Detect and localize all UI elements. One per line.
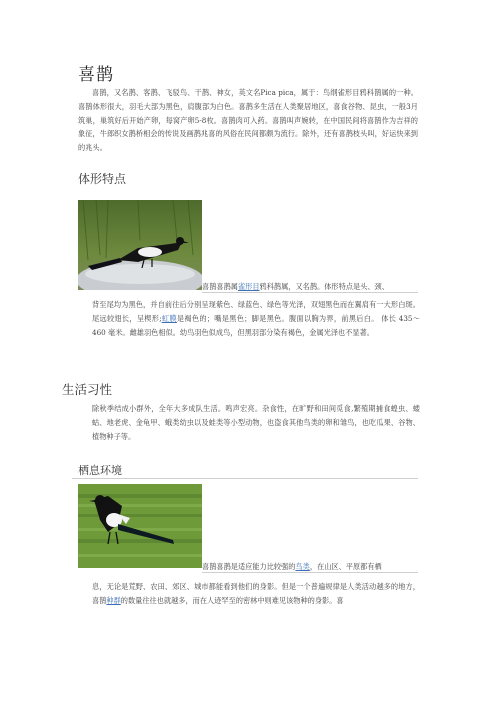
section-heading-habitat: 栖息环境 — [78, 464, 122, 477]
caption2-text-cont: ，在山区、平原都有栖 — [309, 562, 382, 571]
page-title: 喜鹊 — [78, 65, 114, 85]
magpie-on-grass-image — [78, 484, 202, 568]
caption2-divider — [202, 572, 418, 573]
link-passeriformes[interactable]: 雀形目 — [237, 282, 260, 291]
habitat-heading-divider — [72, 478, 418, 479]
habitat-text-2: 的数量往往也就越多，而在人迹罕至的密林中则难见该物种的身影。喜 — [120, 595, 344, 605]
photo2-caption — [202, 562, 382, 572]
intro-text: 喜鹊，又名鹊、客鹊、飞驳鸟、干鹊、神女，英文名Pica pica，属于：鸟纲雀形目鸦科鹊属的一种。喜鹊体形很大，羽毛大部为黑色，肩腹部为白色。喜鹊多生活在人类聚居地区，喜食谷物、昆虫，一般3月筑巢，巢筑好后开始产卵，每窝产卵5-8枚。喜鹊肉可入药。喜鹊叫声婉转，在中国民间将喜鹊作为吉祥的象征，牛郎织女鹊桥相会的传说及画鹊兆喜的风俗在民间都颇为流行。除外，还有喜鹊枝头叫，好运快来到的兆头。 — [78, 88, 418, 153]
link-iris[interactable]: 虹膜 — [161, 313, 177, 323]
habits-text: 除秋季结成小群外，全年大多成队生活。鸣声宏亮。杂食性，在旷野和田间觅食,繁殖期捕食蝗虫、蝼蛄、地老虎、金龟甲、蛾类幼虫以及蛙类等小型动物，也盗食其他鸟类的卵和雏鸟，也吃瓜果、谷物、植物种子等。 — [92, 404, 420, 441]
habits-paragraph — [92, 402, 420, 443]
caption-text-cont: 鸦科鹊属，又名鹊。体形特点是头、颈、 — [259, 282, 389, 291]
habitat-text-1: 息，无论是荒野、农田、郊区、城市都能看到他们的身影。但是一个普遍规律是人类活动越多的地方，喜鹊 — [92, 582, 420, 605]
magpie-on-rock-image — [78, 200, 202, 290]
caption-text: 喜鹊喜鹊属 — [202, 282, 238, 291]
features-text-1: 背至尾均为黑色，并自前往后分别呈现紫色、绿蓝色、绿色等光泽，双翅黑色而在翼肩有一大形白斑。尾远较翅长，呈楔形; — [92, 300, 420, 323]
habitat-paragraph — [92, 580, 420, 608]
link-population[interactable]: 种群 — [106, 595, 121, 605]
magpie-on-rock-photo — [78, 200, 202, 290]
link-birds[interactable]: 鸟类 — [295, 562, 310, 571]
section-heading-habits: 生活习性 — [62, 382, 113, 397]
caption2-text: 喜鹊喜鹊是适应能力比较强的 — [202, 562, 296, 571]
intro-paragraph — [78, 86, 418, 155]
section-heading-body-features: 体形特点 — [78, 172, 127, 186]
photo1-caption — [202, 282, 389, 292]
body-features-paragraph — [92, 298, 420, 339]
caption-divider — [202, 292, 418, 293]
magpie-on-grass-photo — [78, 484, 202, 568]
features-text-2: 是褐色的；嘴是黑色；脚是黑色。腹面以胸为界，前黑后白。 体长 435～460 毫米。雌雄羽色相似。幼鸟羽色似成鸟，但黑羽部分染有褐色，金属光泽也不显著。 — [92, 313, 420, 337]
